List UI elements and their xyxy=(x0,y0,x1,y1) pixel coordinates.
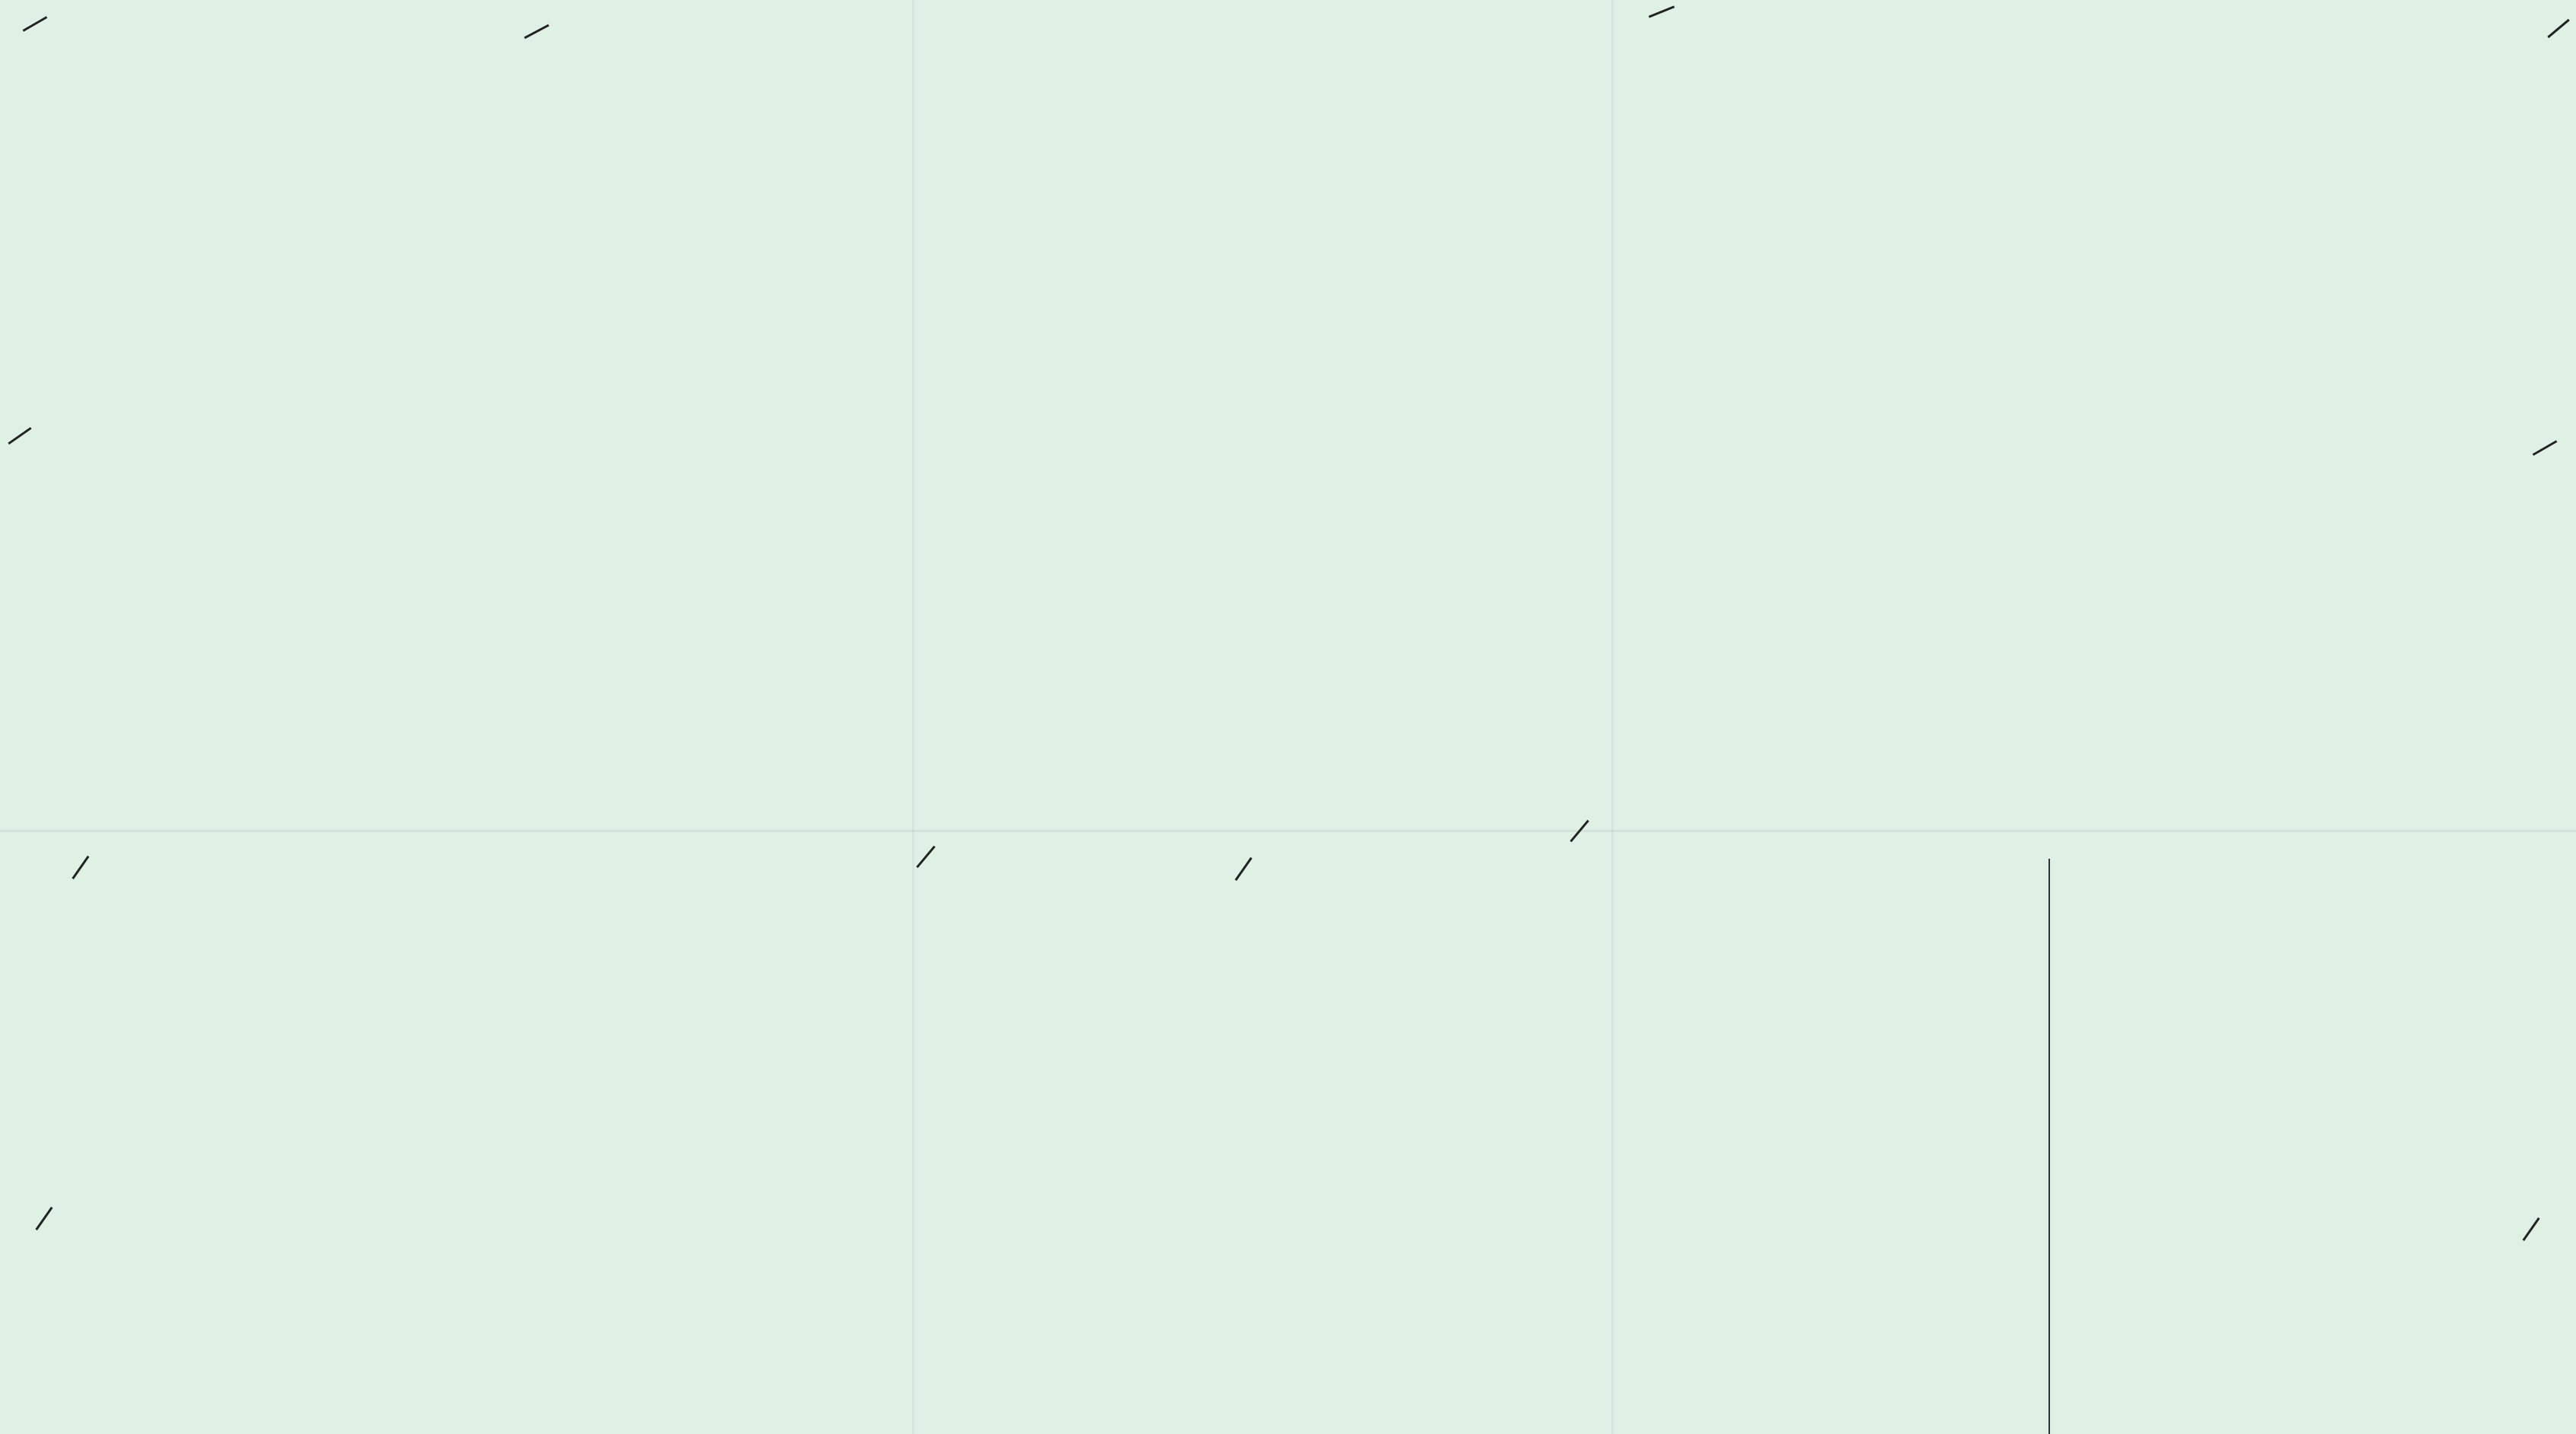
instructions-paper xyxy=(1589,856,2037,866)
staple-mark xyxy=(35,1207,52,1230)
staple-mark xyxy=(2522,1217,2540,1241)
staple-mark xyxy=(2547,19,2570,38)
staple-mark xyxy=(524,24,549,40)
staple-mark xyxy=(1649,5,1675,17)
staple-mark xyxy=(23,16,48,32)
instructions-auto xyxy=(2064,856,2512,866)
ballot-lists xyxy=(0,46,2576,866)
column-divider xyxy=(2048,859,2050,1434)
